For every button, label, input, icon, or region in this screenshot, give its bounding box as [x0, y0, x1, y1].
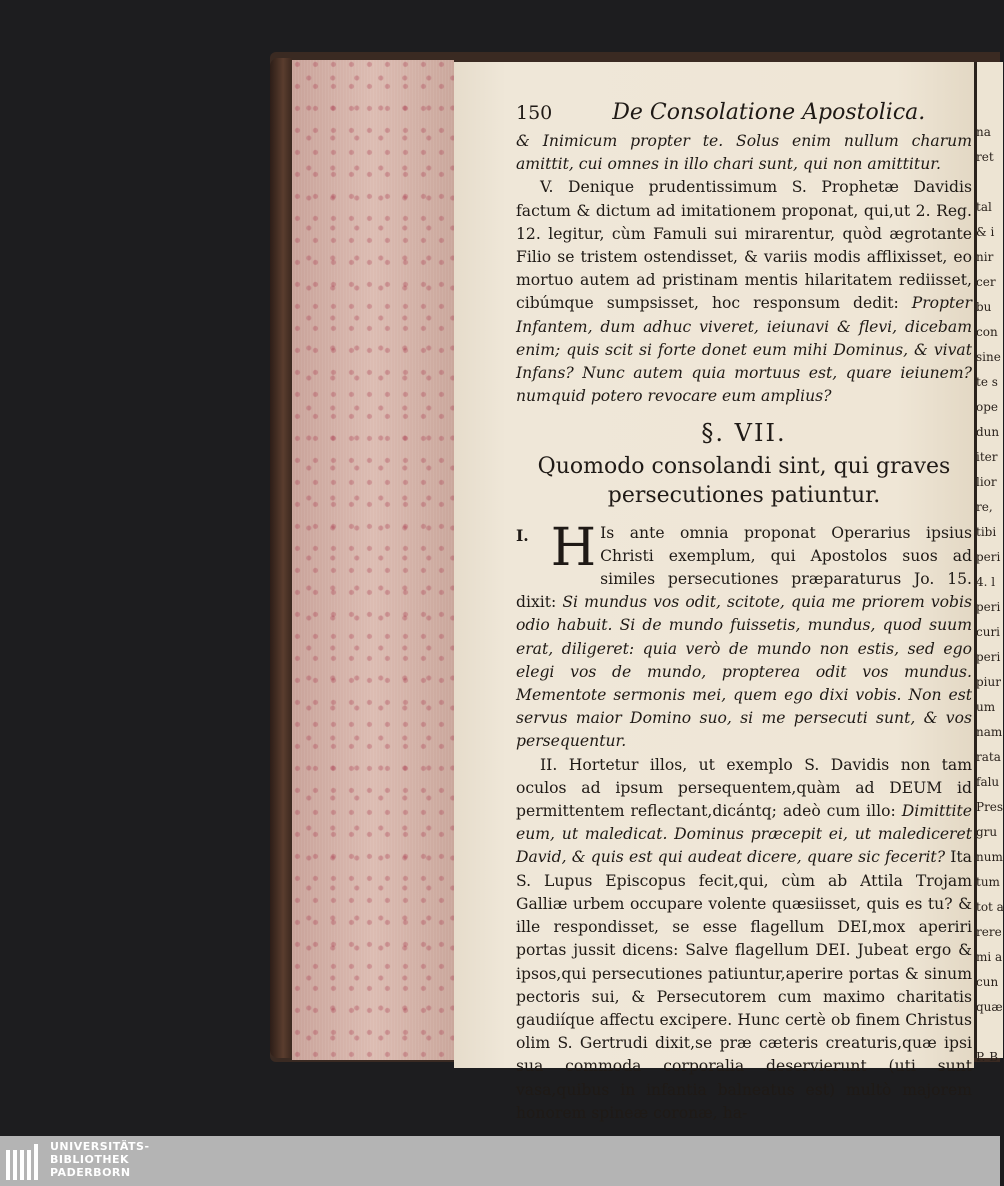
margin-fragment: curi [976, 625, 1001, 639]
margin-fragment: tum [976, 875, 1000, 889]
facing-page-fragments [976, 120, 1004, 1070]
book-spine [270, 58, 292, 1058]
margin-fragment [976, 170, 1000, 195]
margin-fragment: iter [976, 450, 998, 464]
library-name-line: PADERBORN [50, 1166, 131, 1179]
paragraph-ii [516, 754, 972, 1125]
margin-fragment: mi a [976, 950, 1003, 964]
margin-fragment: gru [976, 825, 998, 839]
margin-fragment: falu [976, 775, 1000, 789]
margin-fragment: Pres [976, 800, 1004, 814]
margin-fragment: um [976, 700, 996, 714]
margin-fragment: nir [976, 250, 994, 264]
margin-fragment: 4. l [976, 575, 996, 589]
continuation-line: & Inimicum propter te. Solus enim nullum charum amittit, cui omnes in illo chari sunt, qui non amittitur. [516, 132, 972, 174]
margin-fragment: cer [976, 275, 996, 289]
margin-fragment: nam [976, 725, 1003, 739]
page-text [516, 100, 972, 1125]
library-footer [0, 1136, 1000, 1186]
library-logo-icon [6, 1142, 42, 1180]
paragraph-ii-text-b: Ita S. Lupus Episcopus fecit,qui, cùm ab Attila Trojam Galliæ urbem occupare volente quæsiisset, quis es tu? & ille respondisset, se esse flagellum DEI,mox aperiri portas jussit dicens: Salve flagellum DEI. Jubeat ergo & ipsos,qui persecutiones patiuntur,aperire portas & sinum pectoris sui, & Persecutorem cum maximo charitatis gaudiíque affectu excipere. Hunc certè ob finem Christus olim S. Gertrudi dixit,se præ cæteris creaturis,quæ ipsi sua commoda corporalia deservierunt (uti sunt vasa,quibus in infantia balneatus est) multò majorem honorem spineæ coronæ, ha- [516, 848, 972, 1122]
page-number: 150 [516, 102, 553, 124]
margin-fragment: peri [976, 650, 1001, 664]
section-number: §. VII. [701, 419, 787, 448]
paragraph-i-label: I. [516, 525, 529, 545]
paragraph-i-text: Is ante omnia proponat Operarius ipsius Christi exemplum, qui Apostolos suos ad similes persecutiones præparaturus Jo. 15. dixit: [516, 523, 972, 612]
library-name [50, 1140, 150, 1179]
paragraph-i [516, 517, 972, 754]
margin-fragment: rata [976, 750, 1001, 764]
margin-fragment: con [976, 325, 998, 339]
section-heading: Quomodo consolandi sint, qui graves persecutiones patiuntur. [537, 453, 951, 508]
margin-fragment: tot a [976, 900, 1004, 914]
paragraph-ii-text-a: Hortetur illos, ut exemplo S. Davidis non tam oculos ad ipsum persequentem,quàm ad DEUM id permittentem reflectant,dicántq; adeò cum illo: [516, 755, 972, 821]
margin-fragment: re, [976, 500, 993, 514]
margin-fragment: tibi [976, 525, 997, 539]
margin-fragment: rere [976, 925, 1002, 939]
margin-fragment: peri [976, 600, 1001, 614]
paragraph-v-text: Denique prudentissimum S. Prophetæ Davidis factum & dictum ad imitationem proponat, qui,ut 2. Reg. 12. legitur, cùm Famuli sui mirarentur, quòd ægrotante Filio se tristem ostendisset, & variis modis afflixisset, eo mortuo autem ad pristinam mentis hilaritatem rediisset, cibúmque sumpsisset, hoc responsum dedit: [516, 178, 972, 313]
margin-fragment: sine [976, 350, 1001, 364]
paragraph-v-quote: Propter Infantem, dum adhuc viveret, ieiunavi & flevi, dicebam enim; quis scit si forte donet eum mihi Dominus, & vivat Infans? Nunc autem quia mortuus est, quare ieiunem? numquid potero revocare eum amplius? [516, 294, 972, 406]
paragraph-ii-quote: Dimittite eum, ut maledicat. Dominus præcepit ei, ut malediceret David, & quis est qui audeat dicere, quare sic fecerit? [516, 802, 972, 867]
running-title: De Consolatione Apostolica. [612, 100, 926, 125]
margin-fragment: piur [976, 675, 1001, 689]
margin-fragment: bu [976, 300, 992, 314]
margin-fragment: quæ [976, 1000, 1003, 1014]
margin-fragment: num [976, 850, 1003, 864]
paragraph-i-quote: Si mundus vos odit, scitote, quia me priorem vobis odio habuit. Si de mundo fuissetis, mundus, quod suum erat, diligeret: quia verò de mundo non estis, sed ego elegi vos de mundo, propterea odit vos mundus. Mementote sermonis mei, quem ego dixi vobis. Non est servus maior Domino suo, si me persecuti sunt, & vos persequentur. [516, 593, 972, 751]
paragraph-v [516, 176, 972, 408]
drop-cap: H [550, 517, 597, 578]
margin-fragment: lior [976, 475, 997, 489]
margin-fragment: & i [976, 225, 995, 239]
page-body [516, 130, 972, 1125]
margin-fragment: peri [976, 550, 1001, 564]
library-name-line: UNIVERSITÄTS- [50, 1140, 150, 1153]
running-header [516, 100, 972, 130]
paragraph-ii-label: II. [540, 755, 558, 774]
margin-fragment: na [976, 125, 991, 139]
margin-fragment: te s [976, 375, 998, 389]
margin-fragment: ope [976, 400, 999, 414]
page-edges [292, 60, 454, 1060]
margin-fragment: P. B [976, 1050, 999, 1064]
margin-fragment [976, 1020, 1000, 1045]
paragraph-v-label: V. [540, 178, 554, 197]
margin-fragment: ret [976, 150, 994, 164]
margin-fragment: cun [976, 975, 999, 989]
margin-fragment: dun [976, 425, 1000, 439]
margin-fragment: tal [976, 200, 992, 214]
library-name-line: BIBLIOTHEK [50, 1153, 130, 1166]
